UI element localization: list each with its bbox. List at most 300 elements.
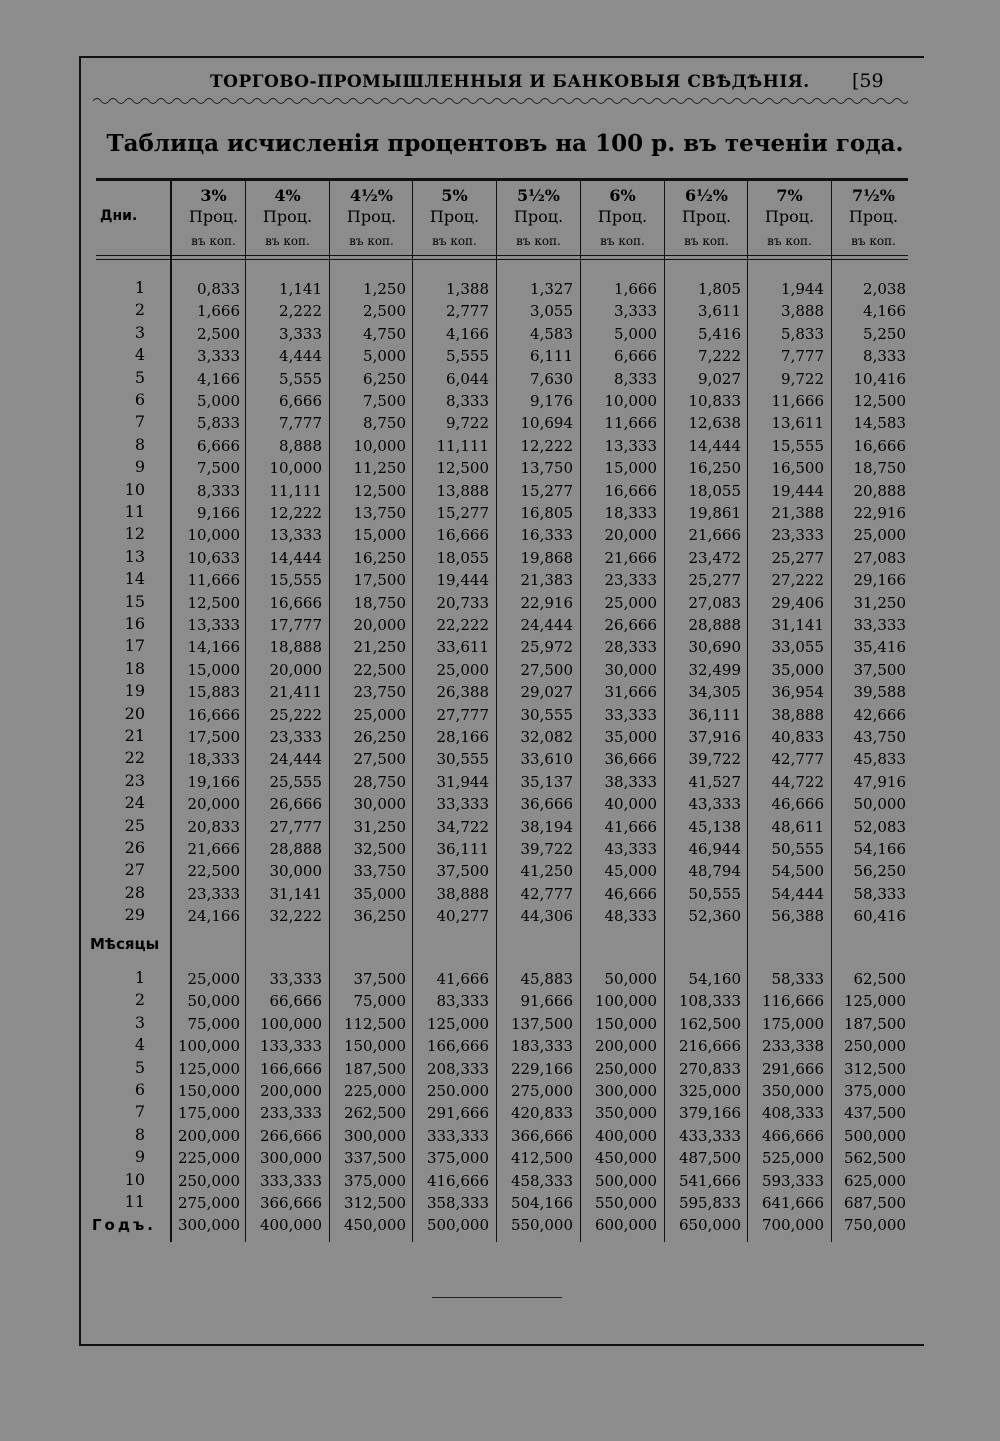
table-cell: 2,038 [863,280,906,298]
row-label: 21 [124,726,145,745]
row-label: 17 [124,636,145,656]
table-cell: 25,000 [853,526,906,545]
table-cell: 43,333 [688,795,741,814]
table-cell: 22,500 [187,862,240,881]
table-cell: 26,666 [269,795,322,814]
table-cell: 366,666 [259,1194,322,1212]
row-label: 2 [134,300,145,320]
table-cell: 48,333 [604,907,657,926]
table-cell: 43,333 [604,840,657,858]
table-cell: 35,000 [604,728,657,746]
table-cell: 312,500 [843,1059,906,1078]
table-cell: 270,833 [678,1059,741,1078]
row-label: 29 [124,905,145,925]
table-cell: 33,611 [436,638,489,657]
table-cell: 233,338 [761,1037,824,1056]
table-cell: 18,055 [436,548,489,567]
table-cell: 504,166 [510,1194,573,1212]
table-cell: 23,472 [688,548,741,567]
kopecks-subheader: въ коп. [767,234,812,248]
table-cell: 600,000 [594,1216,657,1234]
table-cell: 34,722 [436,817,489,836]
table-cell: 50,000 [853,795,906,814]
table-cell: 487,500 [678,1149,741,1168]
table-cell: 20,833 [187,817,240,836]
table-cell: 13,750 [353,504,406,522]
table-cell: 18,750 [353,593,406,612]
table-cell: 1,805 [698,280,741,298]
table-cell: 10,000 [353,436,406,455]
table-cell: 333,333 [259,1171,322,1190]
table-cell: 13,611 [771,414,824,433]
table-cell: 29,406 [771,593,824,612]
table-cell: 54,444 [771,884,824,903]
row-label: 23 [124,770,145,790]
table-cell: 750,000 [843,1216,906,1234]
table-cell: 500,000 [426,1216,489,1234]
table-cell: 5,000 [197,392,240,410]
row-label: 3 [134,322,145,342]
table-cell: 54,160 [688,970,741,988]
table-cell: 47,916 [853,772,906,791]
table-cell: 9,722 [781,369,824,388]
table-cell: 13,750 [520,459,573,478]
table-cell: 150,000 [177,1082,240,1100]
row-label: 1 [134,968,145,987]
table-cell: 33,333 [269,970,322,988]
table-cell: 275,000 [177,1194,240,1212]
table-cell: 12,222 [520,436,573,455]
table-cell: 56,250 [853,862,906,881]
running-title: ТОРГОВО-ПРОМЫШЛЕННЫЯ И БАНКОВЫЯ СВѢДѢНІЯ. [210,72,810,92]
row-label: 20 [124,703,145,723]
table-cell: 40,833 [771,728,824,746]
table-cell: 31,250 [353,817,406,836]
table-cell: 1,388 [446,280,489,298]
table-cell: 33,610 [520,750,573,769]
table-cell: 200,000 [259,1082,322,1100]
table-cell: 9,027 [698,369,741,388]
table-cell: 24,444 [269,750,322,769]
table-cell: 15,277 [436,504,489,522]
table-cell: 39,588 [853,683,906,702]
table-cell: 41,666 [436,970,489,988]
table-cell: 45,138 [688,817,741,836]
table-cell: 375,000 [843,1082,906,1100]
table-cell: 21,388 [771,504,824,522]
table-cell: 11,111 [269,481,322,500]
table-cell: 31,250 [853,593,906,612]
table-cell: 433,333 [678,1126,741,1145]
table-cell: 275,000 [510,1082,573,1100]
table-cell: 46,944 [688,840,741,858]
table-cell: 116,666 [761,992,824,1011]
table-cell: 16,250 [353,548,406,567]
percent-subheader: Проц. [262,207,313,226]
table-cell: 28,888 [269,840,322,858]
percent-subheader: Проц. [188,207,239,226]
table-cell: 21,411 [269,683,322,702]
table-cell: 22,916 [853,504,906,522]
table-cell: 3,055 [530,302,573,321]
table-cell: 1,666 [197,302,240,321]
row-label: 26 [124,838,145,857]
table-cell: 10,633 [187,548,240,567]
row-label: 9 [134,457,145,477]
table-cell: 13,888 [436,481,489,500]
table-cell: 4,166 [446,324,489,343]
table-cell: 4,750 [363,324,406,343]
table-cell: 1,327 [530,280,573,298]
table-cell: 43,750 [853,728,906,746]
table-cell: 12,222 [269,504,322,522]
table-cell: 16,333 [520,526,573,545]
table-cell: 4,166 [197,369,240,388]
table-cell: 27,222 [771,571,824,590]
table-cell: 40,277 [436,907,489,926]
row-label: 15 [124,591,145,611]
row-label: 22 [124,748,145,768]
table-cell: 2,777 [446,302,489,321]
table-cell: 7,500 [197,459,240,478]
table-cell: 38,194 [520,817,573,836]
table-cell: 550,000 [510,1216,573,1234]
table-top-rule [96,178,908,181]
table-cell: 312,500 [343,1194,406,1212]
table-cell: 400,000 [594,1126,657,1145]
table-cell: 48,611 [771,817,824,836]
table-cell: 4,583 [530,324,573,343]
table-cell: 32,499 [688,660,741,679]
table-cell: 58,333 [771,970,824,988]
table-cell: 162,500 [678,1014,741,1033]
table-cell: 33,333 [604,705,657,724]
rate-header: 7% [776,186,803,205]
table-cell: 125,000 [843,992,906,1011]
table-cell: 225,000 [177,1149,240,1168]
table-cell: 30,555 [520,705,573,724]
row-label: 7 [134,1102,145,1122]
table-cell: 33,333 [853,616,906,634]
table-cell: 1,141 [279,280,322,298]
table-cell: 29,166 [853,571,906,590]
table-cell: 11,666 [604,414,657,433]
table-cell: 3,888 [781,302,824,321]
kopecks-subheader: въ коп. [349,234,394,248]
table-cell: 23,333 [269,728,322,746]
table-cell: 54,166 [853,840,906,858]
header-bottom-rule [96,255,908,256]
table-cell: 16,500 [771,459,824,478]
table-cell: 10,416 [853,369,906,388]
table-cell: 26,250 [353,728,406,746]
table-cell: 20,000 [353,616,406,634]
table-cell: 337,500 [343,1149,406,1168]
table-cell: 8,333 [197,481,240,500]
table-cell: 562,500 [843,1149,906,1168]
table-cell: 500,000 [843,1126,906,1145]
table-cell: 36,111 [436,840,489,858]
table-cell: 7,500 [363,392,406,410]
table-cell: 15,000 [604,459,657,478]
table-cell: 31,944 [436,772,489,791]
table-cell: 30,000 [269,862,322,881]
table-cell: 5,833 [781,324,824,343]
row-label: 10 [124,479,145,499]
table-cell: 1,944 [781,280,824,298]
table-cell: 541,666 [678,1171,741,1190]
row-label: 4 [134,1035,145,1055]
table-cell: 42,777 [771,750,824,769]
table-cell: 183,333 [510,1037,573,1056]
table-cell: 187,500 [343,1059,406,1078]
table-cell: 25,000 [187,970,240,988]
percent-subheader: Проц. [848,207,899,226]
table-cell: 15,883 [187,683,240,702]
table-cell: 150,000 [594,1014,657,1033]
table-cell: 39,722 [688,750,741,769]
table-cell: 39,722 [520,840,573,858]
table-cell: 31,141 [771,616,824,634]
table-cell: 30,000 [353,795,406,814]
percent-subheader: Проц. [597,207,648,226]
table-cell: 0,833 [197,280,240,298]
table-cell: 7,777 [781,347,824,366]
table-cell: 15,277 [520,481,573,500]
table-cell: 91,666 [520,992,573,1011]
table-cell: 15,555 [269,571,322,590]
table-cell: 18,055 [688,481,741,500]
table-cell: 30,555 [436,750,489,769]
kopecks-subheader: въ коп. [851,234,896,248]
table-cell: 300,000 [259,1149,322,1168]
table-cell: 25,222 [269,705,322,724]
table-cell: 41,250 [520,862,573,881]
table-cell: 66,666 [269,992,322,1011]
table-cell: 22,916 [520,593,573,612]
table-cell: 37,916 [688,728,741,746]
table-cell: 3,333 [279,324,322,343]
table-cell: 250,000 [177,1171,240,1190]
table-cell: 62,500 [853,970,906,988]
table-cell: 262,500 [343,1104,406,1123]
table-cell: 23,750 [353,683,406,702]
header-bottom-rule-2 [96,259,908,260]
table-cell: 25,555 [269,772,322,791]
kopecks-subheader: въ коп. [432,234,477,248]
page-number: [59 [852,70,884,92]
table-cell: 14,444 [269,548,322,567]
table-cell: 38,888 [771,705,824,724]
table-cell: 20,000 [604,526,657,545]
row-label: 14 [124,569,145,589]
table-cell: 6,111 [530,347,573,366]
table-cell: 6,250 [363,369,406,388]
table-cell: 36,250 [353,907,406,926]
table-cell: 225,000 [343,1082,406,1100]
table-cell: 41,666 [604,817,657,836]
table-cell: 11,666 [187,571,240,590]
table-cell: 28,888 [688,616,741,634]
table-cell: 34,305 [688,683,741,702]
table-cell: 12,638 [688,414,741,433]
row-label: 28 [124,882,145,902]
table-cell: 3,333 [197,347,240,366]
table-cell: 20,000 [187,795,240,814]
table-cell: 54,500 [771,862,824,881]
table-cell: 27,777 [436,705,489,724]
table-cell: 1,250 [363,280,406,298]
table-cell: 420,833 [510,1104,573,1123]
table-cell: 28,166 [436,728,489,746]
table-cell: 36,954 [771,683,824,702]
percent-subheader: Проц. [429,207,480,226]
table-cell: 25,000 [353,705,406,724]
table-title: Таблица исчисленія процентовъ на 100 р. въ теченіи года. [106,130,904,157]
table-cell: 266,666 [259,1126,322,1145]
table-cell: 23,333 [771,526,824,545]
table-cell: 35,000 [771,660,824,679]
table-cell: 2,500 [363,302,406,321]
table-cell: 31,141 [269,884,322,903]
table-cell: 18,333 [187,750,240,769]
kopecks-subheader: въ коп. [191,234,236,248]
table-cell: 27,777 [269,817,322,836]
table-cell: 8,333 [614,369,657,388]
table-cell: 125,000 [177,1059,240,1078]
table-cell: 300,000 [343,1126,406,1145]
table-cell: 42,666 [853,705,906,724]
table-cell: 83,333 [436,992,489,1011]
percent-subheader: Проц. [513,207,564,226]
row-label: 27 [124,860,145,880]
table-cell: 32,222 [269,907,322,926]
table-cell: 25,000 [604,593,657,612]
table-cell: 10,000 [187,526,240,545]
table-cell: 408,333 [761,1104,824,1123]
table-cell: 16,666 [187,705,240,724]
table-cell: 437,500 [843,1104,906,1123]
table-cell: 595,833 [678,1194,741,1212]
table-cell: 5,250 [863,324,906,343]
end-rule [432,1297,562,1298]
table-cell: 10,000 [269,459,322,478]
table-cell: 208,333 [426,1059,489,1078]
table-cell: 7,630 [530,369,573,388]
table-cell: 36,666 [604,750,657,769]
table-cell: 27,083 [688,593,741,612]
table-cell: 525,000 [761,1149,824,1168]
percent-subheader: Проц. [681,207,732,226]
row-label: 11 [124,1192,145,1211]
table-cell: 2,500 [197,324,240,343]
table-cell: 38,333 [604,772,657,791]
table-cell: 38,888 [436,884,489,903]
row-label: 16 [124,614,145,633]
table-cell: 33,333 [436,795,489,814]
percent-subheader: Проц. [346,207,397,226]
table-cell: 11,666 [771,392,824,410]
table-cell: 233,333 [259,1104,322,1123]
table-cell: 30,690 [688,638,741,657]
table-cell: 21,666 [187,840,240,858]
table-cell: 625,000 [843,1171,906,1190]
table-cell: 10,694 [520,414,573,433]
table-cell: 37,500 [353,970,406,988]
table-cell: 100,000 [259,1014,322,1033]
table-cell: 19,861 [688,504,741,522]
table-cell: 10,000 [604,392,657,410]
table-cell: 56,388 [771,907,824,926]
table-cell: 23,333 [187,884,240,903]
table-cell: 19,444 [436,571,489,590]
table-cell: 9,722 [446,414,489,433]
table-cell: 12,500 [353,481,406,500]
kopecks-subheader: въ коп. [516,234,561,248]
table-cell: 26,388 [436,683,489,702]
table-cell: 166,666 [259,1059,322,1078]
table-cell: 21,383 [520,571,573,590]
row-label: 6 [134,1080,145,1099]
table-cell: 379,166 [678,1104,741,1123]
table-cell: 37,500 [436,862,489,881]
row-label: 24 [124,793,145,813]
row-label: 3 [134,1012,145,1032]
row-label: 2 [134,990,145,1010]
table-cell: 6,666 [614,347,657,366]
rate-header: 3% [200,186,227,205]
table-cell: 500,000 [594,1171,657,1190]
table-cell: 150,000 [343,1037,406,1056]
table-cell: 36,666 [520,795,573,814]
table-cell: 21,250 [353,638,406,657]
table-cell: 75,000 [187,1014,240,1033]
table-cell: 21,666 [604,548,657,567]
table-cell: 27,500 [353,750,406,769]
table-cell: 200,000 [177,1126,240,1145]
table-cell: 100,000 [177,1037,240,1056]
table-cell: 300,000 [177,1216,240,1234]
table-cell: 6,666 [197,436,240,455]
row-label: 19 [124,681,145,701]
table-cell: 291,666 [426,1104,489,1123]
table-cell: 133,333 [259,1037,322,1056]
table-cell: 46,666 [604,884,657,903]
table-cell: 27,083 [853,548,906,567]
table-cell: 166,666 [426,1037,489,1056]
table-cell: 29,027 [520,683,573,702]
table-cell: 8,333 [446,392,489,410]
table-cell: 33,055 [771,638,824,657]
row-label: 10 [124,1169,145,1189]
table-cell: 44,722 [771,772,824,791]
table-cell: 25,972 [520,638,573,657]
table-cell: 8,333 [863,347,906,366]
row-label: 8 [134,1124,145,1144]
table-cell: 6,666 [279,392,322,410]
row-label: 13 [124,546,145,566]
table-cell: 125,000 [426,1014,489,1033]
table-cell: 5,555 [279,369,322,388]
table-cell: 4,166 [863,302,906,321]
table-cell: 175,000 [177,1104,240,1123]
table-cell: 14,166 [187,638,240,657]
table-cell: 35,137 [520,772,573,791]
table-cell: 108,333 [678,992,741,1011]
table-cell: 23,333 [604,571,657,590]
table-cell: 12,500 [853,392,906,410]
table-cell: 5,555 [446,347,489,366]
